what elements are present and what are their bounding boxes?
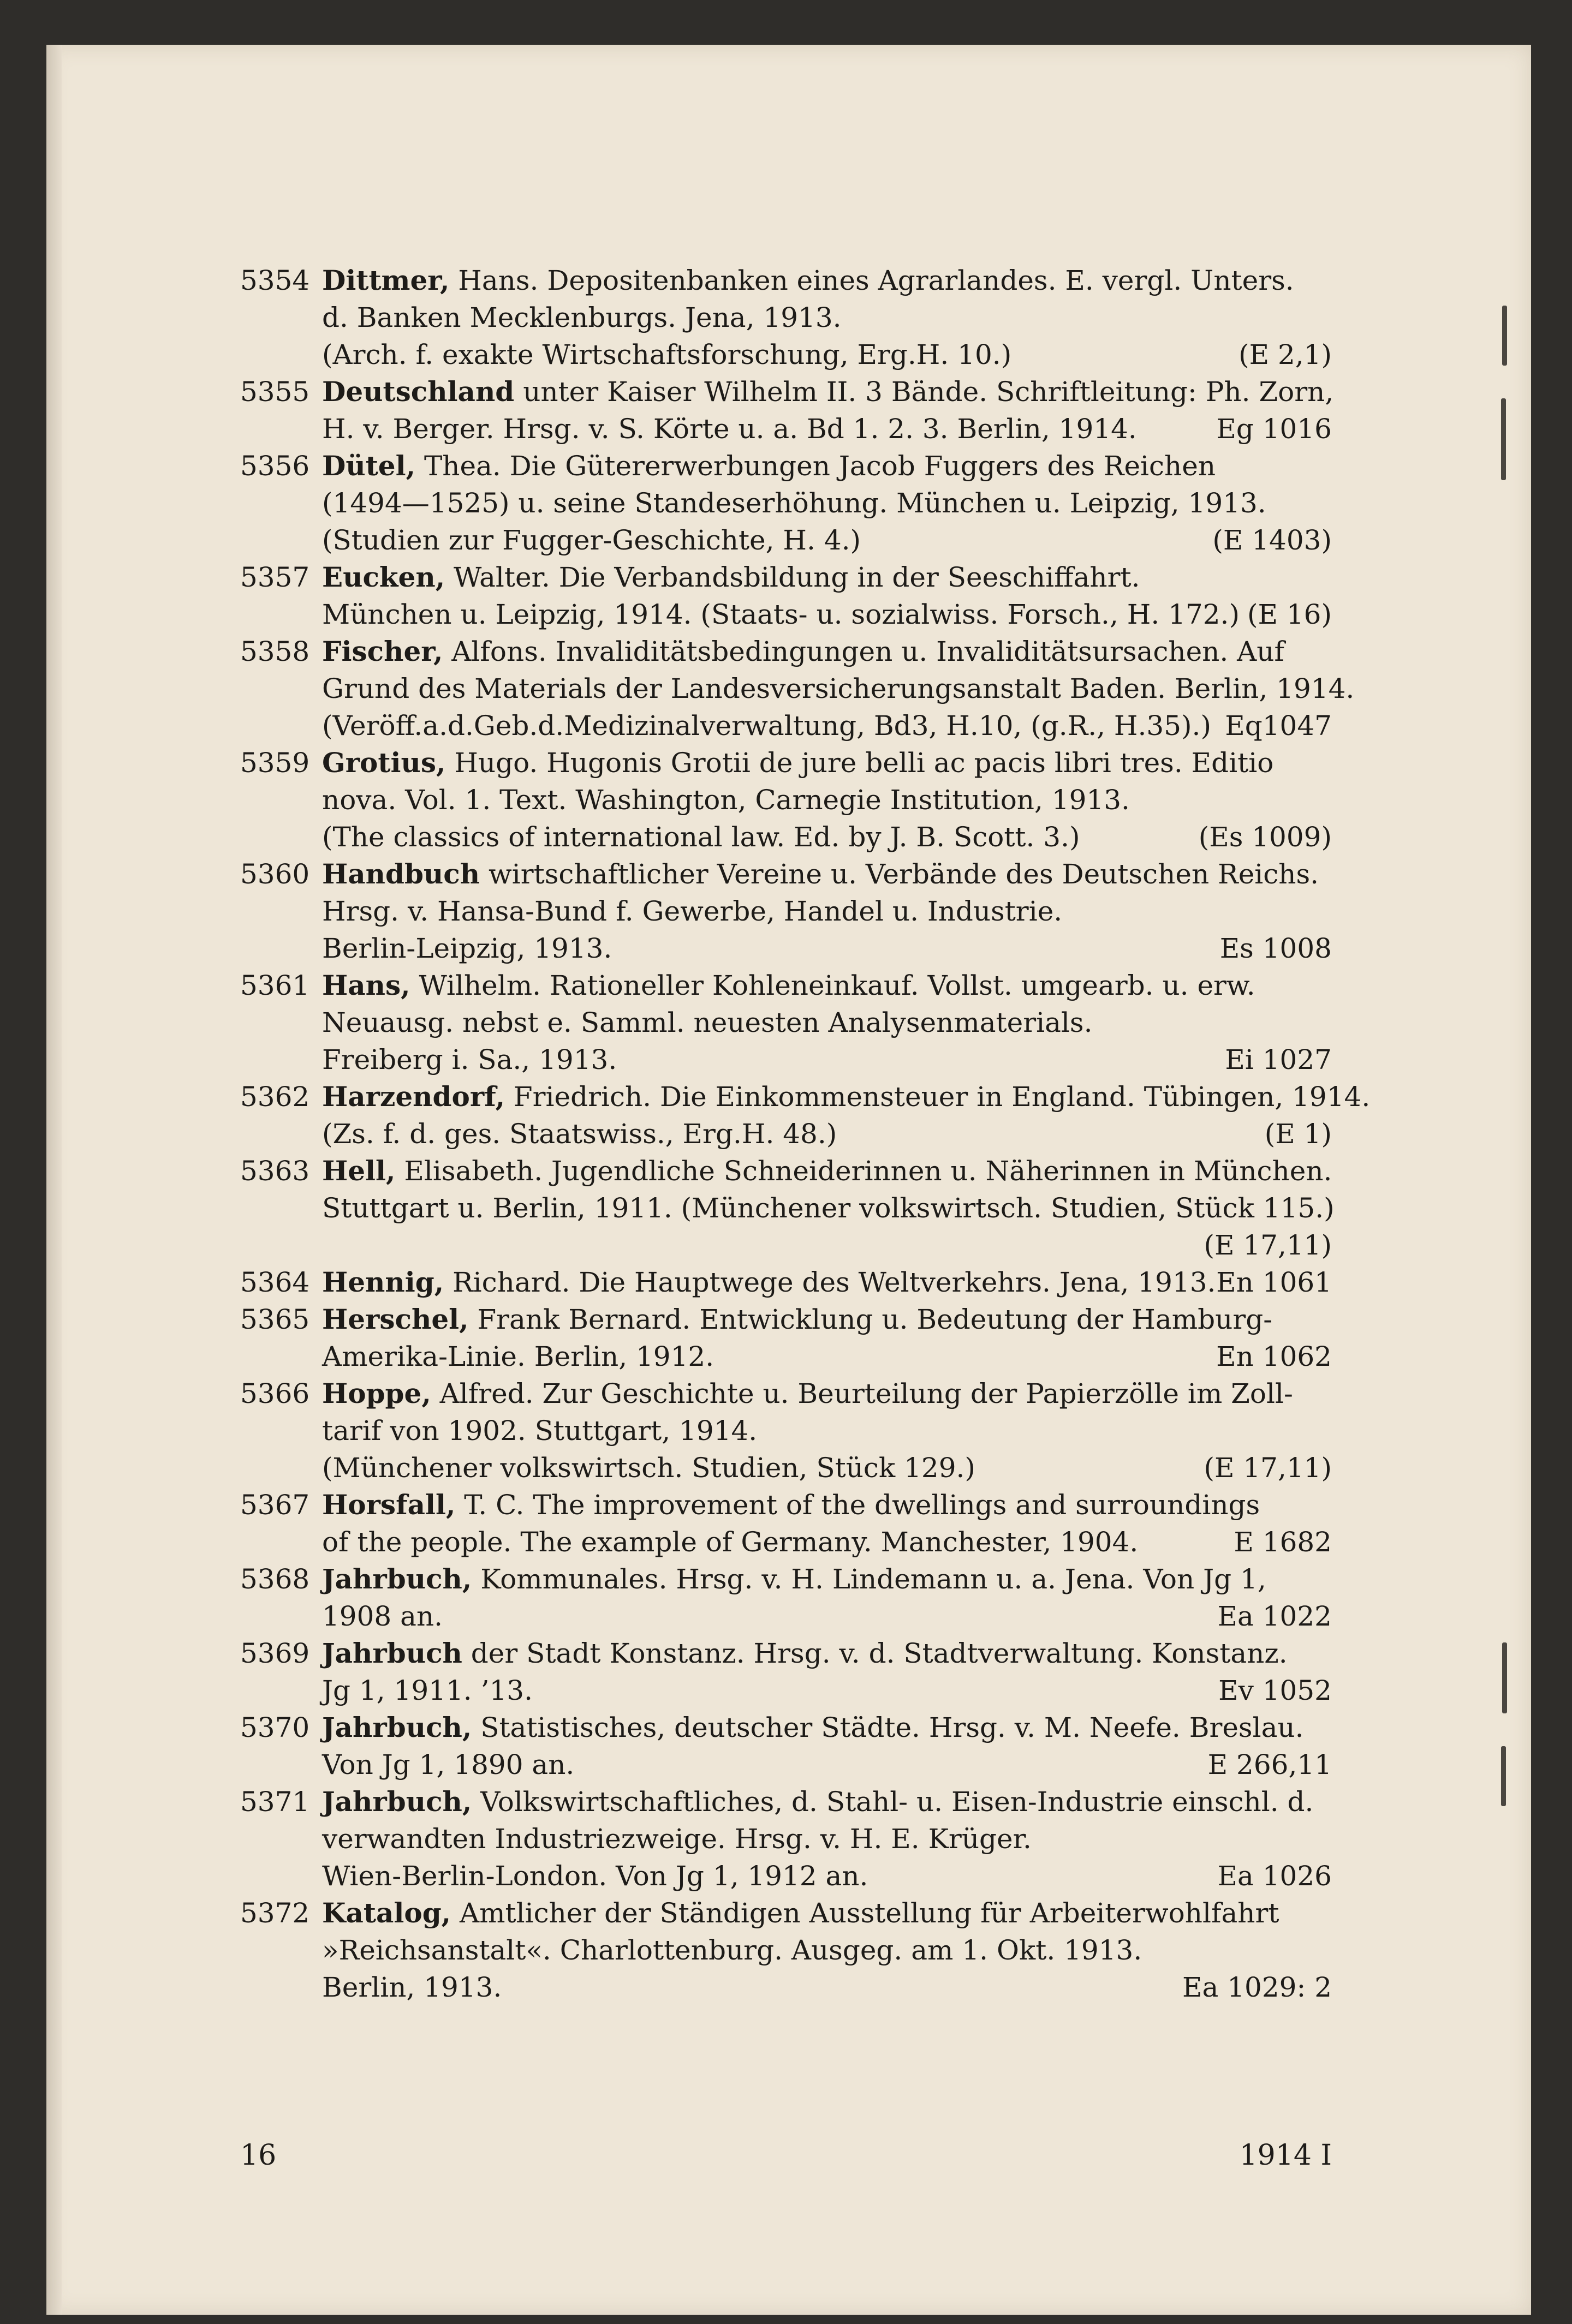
entry-text xyxy=(322,1264,1216,1301)
bibliography-entry xyxy=(240,373,1332,447)
entry-text xyxy=(322,447,1216,485)
entry-line-text: tarif von 1902. Stuttgart, 1914. xyxy=(322,1415,758,1447)
shelf-mark: Ev 1052 xyxy=(1218,1675,1332,1706)
entry-author: Grotius, xyxy=(322,746,446,779)
shelf-mark: Ea 1026 xyxy=(1217,1860,1332,1892)
entry-text xyxy=(322,1561,1266,1598)
entry-text xyxy=(322,1041,617,1078)
entry-number: 5364 xyxy=(240,1266,310,1298)
shelf-mark: (E 17,11) xyxy=(1204,1452,1332,1484)
entry-text xyxy=(322,1598,443,1635)
entry-text xyxy=(322,893,1062,930)
entry-line-text: Wien-Berlin-London. Von Jg 1, 1912 an. xyxy=(322,1860,868,1892)
bibliography-entry xyxy=(240,744,1332,856)
shelf-mark: Ea 1029: 2 xyxy=(1182,1971,1332,2003)
shelf-mark: Ei 1027 xyxy=(1225,1044,1332,1076)
bibliography-entries xyxy=(240,262,1371,2006)
entry-line xyxy=(322,781,1332,819)
entry-text xyxy=(322,930,612,967)
entry-line xyxy=(322,1635,1332,1672)
entry-line-text: d. Banken Mecklenburgs. Jena, 1913. xyxy=(322,302,842,333)
shelf-mark: E 266,11 xyxy=(1207,1749,1332,1781)
entry-line xyxy=(322,670,1355,707)
entry-line-text: (Zs. f. d. ges. Staatswiss., Erg.H. 48.) xyxy=(322,1118,837,1150)
entry-text xyxy=(322,522,861,559)
entry-line xyxy=(322,1301,1332,1338)
entry-number: 5355 xyxy=(240,376,310,408)
entry-author: Eucken, xyxy=(322,561,445,593)
entry-author: Hans, xyxy=(322,969,410,1001)
entry-line-text: unter Kaiser Wilhelm II. 3 Bände. Schriftleitung: Ph. Zorn, xyxy=(523,376,1334,408)
entry-line xyxy=(322,1412,1332,1449)
entry-line-text: (Arch. f. exakte Wirtschaftsforschung, Erg.H. 10.) xyxy=(322,339,1012,371)
bibliography-entry xyxy=(240,559,1332,633)
entry-number: 5371 xyxy=(240,1786,310,1818)
shelf-mark: E 1682 xyxy=(1234,1526,1332,1558)
entry-number: 5356 xyxy=(240,450,310,482)
entry-text xyxy=(322,299,842,336)
entry-line-text: (1494—1525) u. seine Standeserhöhung. München u. Leipzig, 1913. xyxy=(322,487,1266,519)
entry-text xyxy=(322,336,1011,373)
page-binding-edge xyxy=(46,45,62,2315)
shelf-mark: Es 1008 xyxy=(1219,933,1332,964)
entry-text xyxy=(322,856,1319,893)
entry-text xyxy=(322,819,1080,856)
bibliography-entry xyxy=(240,967,1332,1078)
entry-author: Harzendorf, xyxy=(322,1080,505,1113)
entry-number: 5354 xyxy=(240,265,310,296)
margin-pencil-mark xyxy=(1501,398,1506,480)
entry-line-text: Frank Bernard. Entwicklung u. Bedeutung der Hamburg- xyxy=(477,1304,1273,1335)
year-mark: 1914 I xyxy=(1239,2139,1332,2172)
entry-author: Katalog, xyxy=(322,1897,451,1929)
shelf-mark: En 1061 xyxy=(1216,1266,1332,1298)
entry-line xyxy=(322,1709,1332,1746)
margin-pencil-mark xyxy=(1502,1642,1507,1713)
entry-line xyxy=(322,1375,1332,1412)
entry-text xyxy=(322,1115,837,1152)
entry-line-text: Amtlicher der Ständigen Ausstellung für Arbeiterwohlfahrt xyxy=(459,1897,1279,1929)
bibliography-entry xyxy=(240,447,1332,559)
entry-line xyxy=(322,1857,1332,1895)
entry-line xyxy=(322,930,1332,967)
entry-text xyxy=(322,1895,1279,1932)
shelf-mark: (E 17,11) xyxy=(1204,1229,1332,1261)
entry-line-text: Alfred. Zur Geschichte u. Beurteilung der Papierzölle im Zoll- xyxy=(439,1378,1293,1409)
entry-line-text: Statistisches, deutscher Städte. Hrsg. v. M. Neefe. Breslau. xyxy=(480,1712,1304,1743)
entry-line xyxy=(322,410,1332,447)
entry-text xyxy=(322,1152,1332,1190)
entry-number: 5362 xyxy=(240,1081,310,1113)
entry-text xyxy=(322,1932,1142,1969)
entry-line-text: Grund des Materials der Landesversicherungsanstalt Baden. Berlin, 1914. xyxy=(322,673,1355,704)
entry-author: Horsfall, xyxy=(322,1489,456,1521)
entry-line xyxy=(322,1152,1332,1190)
entry-line-text: of the people. The example of Germany. Manchester, 1904. xyxy=(322,1526,1139,1558)
entry-line xyxy=(322,1078,1371,1115)
entry-line-text: Kommunales. Hrsg. v. H. Lindemann u. a. Jena. Von Jg 1, xyxy=(480,1563,1266,1595)
entry-line xyxy=(322,819,1332,856)
bibliography-entry xyxy=(240,1561,1332,1635)
margin-pencil-mark xyxy=(1501,1746,1506,1806)
shelf-mark: Eg 1016 xyxy=(1216,413,1332,445)
entry-line xyxy=(322,856,1332,893)
entry-line-text: H. v. Berger. Hrsg. v. S. Körte u. a. Bd 1. 2. 3. Berlin, 1914. xyxy=(322,413,1137,445)
entry-author: Jahrbuch, xyxy=(322,1711,472,1743)
entry-text xyxy=(322,1857,868,1895)
entry-line-text: »Reichsanstalt«. Charlottenburg. Ausgeg. am 1. Okt. 1913. xyxy=(322,1934,1142,1966)
entry-line xyxy=(322,744,1332,781)
entry-text xyxy=(322,410,1137,447)
entry-line-text: Von Jg 1, 1890 an. xyxy=(322,1749,575,1781)
entry-line xyxy=(322,596,1332,633)
entry-number: 5370 xyxy=(240,1712,310,1743)
entry-line xyxy=(322,1338,1332,1375)
margin-pencil-mark xyxy=(1502,306,1507,366)
entry-line-text: Richard. Die Hauptwege des Weltverkehrs. Jena, 1913. xyxy=(452,1266,1216,1298)
entry-line xyxy=(322,447,1332,485)
entry-line xyxy=(322,1895,1332,1932)
entry-author: Dütel, xyxy=(322,450,416,482)
entry-text xyxy=(322,1672,533,1709)
bibliography-entry xyxy=(240,1486,1332,1561)
bibliography-entry xyxy=(240,1301,1332,1375)
entry-line xyxy=(322,967,1332,1004)
entry-text xyxy=(322,262,1294,299)
entry-line-text: (Studien zur Fugger-Geschichte, H. 4.) xyxy=(322,524,861,556)
entry-line-text: Thea. Die Gütererwerbungen Jacob Fuggers des Reichen xyxy=(424,450,1216,482)
entry-line xyxy=(322,1227,1332,1264)
shelf-mark: (E 16) xyxy=(1247,599,1332,630)
entry-line xyxy=(322,1004,1332,1041)
entry-line xyxy=(322,1524,1332,1561)
entry-text xyxy=(322,1190,1335,1227)
entry-text xyxy=(322,781,1130,819)
entry-text xyxy=(322,1004,1092,1041)
entry-line-text: Hugo. Hugonis Grotii de jure belli ac pacis libri tres. Editio xyxy=(454,747,1274,779)
entry-line-text: Alfons. Invaliditätsbedingungen u. Invaliditätsursachen. Auf xyxy=(451,636,1284,667)
entry-line-text: Berlin, 1913. xyxy=(322,1971,502,2003)
entry-line xyxy=(322,336,1332,373)
entry-line xyxy=(322,633,1332,670)
entry-line xyxy=(322,1969,1332,2006)
entry-line xyxy=(322,1820,1332,1857)
entry-number: 5366 xyxy=(240,1378,310,1409)
entry-number: 5365 xyxy=(240,1304,310,1335)
entry-author: Jahrbuch xyxy=(322,1637,462,1669)
entry-text xyxy=(322,1449,975,1486)
entry-line xyxy=(322,485,1332,522)
shelf-mark: En 1062 xyxy=(1216,1341,1332,1372)
entry-line xyxy=(322,1672,1332,1709)
bibliography-entry xyxy=(240,856,1332,967)
entry-text xyxy=(322,1746,574,1783)
entry-line-text: Hrsg. v. Hansa-Bund f. Gewerbe, Handel u. Industrie. xyxy=(322,895,1063,927)
entry-author: Hell, xyxy=(322,1155,396,1187)
entry-line-text: Neuausg. nebst e. Samml. neuesten Analysenmaterials. xyxy=(322,1007,1093,1038)
bibliography-entry xyxy=(240,633,1355,744)
bibliography-entry xyxy=(240,1152,1335,1264)
bibliography-entry xyxy=(240,1709,1332,1783)
entry-line-text: nova. Vol. 1. Text. Washington, Carnegie Institution, 1913. xyxy=(322,784,1130,816)
entry-line xyxy=(322,373,1332,410)
entry-number: 5367 xyxy=(240,1489,310,1521)
entry-line-text: Amerika-Linie. Berlin, 1912. xyxy=(322,1341,714,1372)
entry-text xyxy=(322,1301,1272,1338)
entry-text xyxy=(322,1820,1032,1857)
entry-line xyxy=(322,522,1332,559)
entry-line xyxy=(322,893,1332,930)
entry-line-text: wirtschaftlicher Vereine u. Verbände des Deutschen Reichs. xyxy=(488,858,1319,890)
entry-line xyxy=(322,707,1332,744)
entry-text xyxy=(322,485,1266,522)
entry-line xyxy=(322,1449,1332,1486)
entry-line-text: T. C. The improvement of the dwellings and surroundings xyxy=(464,1489,1260,1521)
entry-number: 5361 xyxy=(240,970,310,1001)
entry-line-text: (Veröff.a.d.Geb.d.Medizinalverwaltung, Bd3, H.10, (g.R., H.35).) xyxy=(322,710,1211,742)
shelf-mark: (E 1403) xyxy=(1212,524,1332,556)
entry-line xyxy=(322,1041,1332,1078)
entry-line-text: verwandten Industriezweige. Hrsg. v. H. E. Krüger. xyxy=(322,1823,1032,1855)
entry-line-text: 1908 an. xyxy=(322,1600,443,1632)
bibliography-entry xyxy=(240,1375,1332,1486)
entry-line xyxy=(322,559,1332,596)
entry-author: Herschel, xyxy=(322,1303,469,1335)
entry-line xyxy=(322,1746,1332,1783)
entry-line-text: Walter. Die Verbandsbildung in der Seeschiffahrt. xyxy=(454,561,1140,593)
entry-author: Dittmer, xyxy=(322,264,450,296)
entry-line-text: Hans. Depositenbanken eines Agrarlandes. E. vergl. Unters. xyxy=(458,265,1294,296)
entry-number: 5358 xyxy=(240,636,310,667)
entry-line-text: München u. Leipzig, 1914. (Staats- u. sozialwiss. Forsch., H. 172.) xyxy=(322,599,1240,630)
shelf-mark: Ea 1022 xyxy=(1217,1600,1332,1632)
entry-text xyxy=(322,1524,1138,1561)
entry-line-text: Stuttgart u. Berlin, 1911. (Münchener volkswirtsch. Studien, Stück 115.) xyxy=(322,1192,1335,1224)
entry-line xyxy=(322,1783,1332,1820)
bibliography-entry xyxy=(240,1264,1332,1301)
entry-text xyxy=(322,373,1333,410)
entry-text xyxy=(322,1635,1288,1672)
entry-text xyxy=(322,1338,714,1375)
entry-line-text: Freiberg i. Sa., 1913. xyxy=(322,1044,617,1076)
entry-line xyxy=(322,262,1332,299)
entry-line-text: Berlin-Leipzig, 1913. xyxy=(322,933,612,964)
entry-author: Deutschland xyxy=(322,375,515,408)
entry-author: Hoppe, xyxy=(322,1377,431,1409)
entry-line-text: (The classics of international law. Ed. by J. B. Scott. 3.) xyxy=(322,821,1080,853)
entry-text xyxy=(322,744,1273,781)
entry-line-text: Friedrich. Die Einkommensteuer in England. Tübingen, 1914. xyxy=(513,1081,1371,1113)
entry-text xyxy=(322,967,1255,1004)
entry-line xyxy=(322,1561,1332,1598)
entry-line-text: der Stadt Konstanz. Hrsg. v. d. Stadtverwaltung. Konstanz. xyxy=(471,1638,1288,1669)
entry-number: 5368 xyxy=(240,1563,310,1595)
entry-text xyxy=(322,559,1140,596)
entry-author: Jahrbuch, xyxy=(322,1785,472,1818)
page-footer xyxy=(240,2139,1332,2172)
entry-line-text: Volkswirtschaftliches, d. Stahl- u. Eisen-Industrie einschl. d. xyxy=(480,1786,1314,1818)
entry-line xyxy=(322,1115,1332,1152)
shelf-mark: Eq1047 xyxy=(1225,710,1332,742)
entry-author: Handbuch xyxy=(322,858,480,890)
entry-text xyxy=(322,1078,1370,1115)
entry-line xyxy=(322,1486,1332,1524)
entry-text xyxy=(322,633,1284,670)
entry-number: 5357 xyxy=(240,561,310,593)
entry-author: Hennig, xyxy=(322,1266,444,1298)
entry-text xyxy=(322,1412,757,1449)
entry-line-text: (Münchener volkswirtsch. Studien, Stück 129.) xyxy=(322,1452,975,1484)
entry-number: 5369 xyxy=(240,1638,310,1669)
entry-line xyxy=(322,1190,1335,1227)
entry-line xyxy=(322,1598,1332,1635)
shelf-mark: (E 1) xyxy=(1264,1118,1332,1150)
entry-text xyxy=(322,1375,1293,1412)
entry-text xyxy=(322,1783,1313,1820)
entry-number: 5363 xyxy=(240,1155,310,1187)
entry-text xyxy=(322,1969,502,2006)
entry-line-text: Jg 1, 1911. ’13. xyxy=(322,1675,533,1706)
bibliography-entry xyxy=(240,262,1332,373)
entry-line-text: Wilhelm. Rationeller Kohleneinkauf. Vollst. umgearb. u. erw. xyxy=(419,970,1255,1001)
entry-number: 5359 xyxy=(240,747,310,779)
page-number: 16 xyxy=(240,2139,277,2172)
bibliography-entry xyxy=(240,1895,1332,2006)
bibliography-entry xyxy=(240,1078,1371,1152)
entry-text xyxy=(322,1709,1304,1746)
shelf-mark: (Es 1009) xyxy=(1198,821,1332,853)
shelf-mark: (E 2,1) xyxy=(1238,339,1332,371)
entry-line xyxy=(322,1264,1332,1301)
entry-number: 5372 xyxy=(240,1897,310,1929)
entry-line-text: Elisabeth. Jugendliche Schneiderinnen u. Näherinnen in München. xyxy=(404,1155,1332,1187)
entry-author: Fischer, xyxy=(322,635,443,667)
entry-number: 5360 xyxy=(240,858,310,890)
bibliography-entry xyxy=(240,1635,1332,1709)
entry-text xyxy=(322,596,1240,633)
entry-line xyxy=(322,1932,1332,1969)
entry-line xyxy=(322,299,1332,336)
entry-text xyxy=(322,707,1211,744)
entry-text xyxy=(322,1486,1260,1524)
entry-text xyxy=(322,670,1354,707)
bibliography-entry xyxy=(240,1783,1332,1895)
entry-author: Jahrbuch, xyxy=(322,1563,472,1595)
